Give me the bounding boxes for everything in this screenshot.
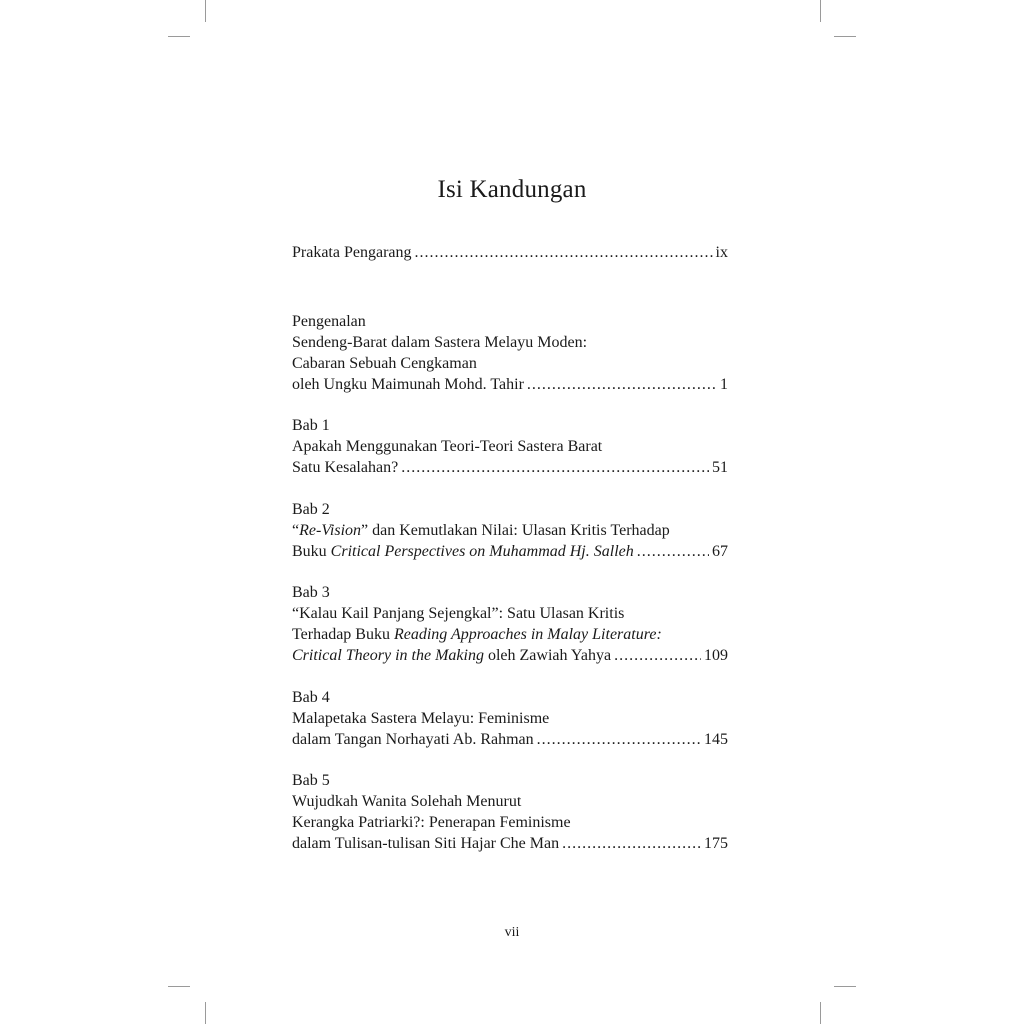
crop-mark-top-right-vertical [820, 0, 821, 22]
toc-entry-title: Apakah Menggunakan Teori-Teori Sastera Barat [292, 438, 603, 455]
toc-line [292, 833, 728, 854]
toc-entry-title: Wujudkah Wanita Solehah Menurut [292, 793, 522, 810]
toc-entry-preface [292, 242, 728, 263]
toc-entry-bab-3 [292, 582, 728, 666]
toc-entry-title: Malapetaka Sastera Melayu: Feminisme [292, 710, 550, 727]
dot-leader [401, 457, 709, 478]
toc-entry-title [292, 645, 611, 666]
page-number: 175 [704, 835, 728, 852]
toc-entry-label: Bab 2 [292, 501, 330, 518]
toc-entry-title: Kerangka Patriarki?: Penerapan Feminisme [292, 814, 571, 831]
page-number: 67 [712, 543, 728, 560]
italic-title: Critical Perspectives on Muhammad Hj. Salleh [330, 543, 634, 560]
title-rest: ” dan Kemutlakan Nilai: Ulasan Kritis Terhadap [361, 522, 670, 539]
italic-title: Reading Approaches in Malay Literature: [393, 626, 662, 643]
crop-mark-top-right-horizontal [834, 36, 856, 37]
toc-entry-label: Bab 1 [292, 417, 330, 434]
title-rest: oleh Zawiah Yahya [483, 647, 612, 664]
page-folio: vii [504, 925, 520, 940]
dot-leader [537, 729, 701, 750]
toc-entry-label: Bab 3 [292, 584, 330, 601]
toc-entry-title: Prakata Pengarang [292, 244, 412, 261]
crop-mark-bottom-right-vertical [820, 1002, 821, 1024]
page-number: ix [715, 244, 728, 261]
dot-leader [614, 645, 701, 666]
toc-entry-title [292, 541, 634, 562]
toc-entry-intro [292, 311, 728, 395]
dot-leader [562, 833, 701, 854]
page-title: Isi Kandungan [437, 176, 587, 203]
page-number: 1 [720, 376, 728, 393]
toc-line [292, 457, 728, 478]
page-number: 145 [704, 731, 728, 748]
title-prefix: Terhadap Buku [292, 626, 394, 643]
toc-entry-title: dalam Tulisan-tulisan Siti Hajar Che Man [292, 835, 560, 852]
toc-entry-title: “Kalau Kail Panjang Sejengkal”: Satu Ulasan Kritis [292, 605, 625, 622]
toc-entry-bab-1 [292, 415, 728, 478]
italic-title: Critical Theory in the Making [292, 647, 484, 664]
title-prefix: Buku [292, 543, 331, 560]
toc-entry-bab-4 [292, 687, 728, 750]
dot-leader [415, 242, 713, 263]
toc-entry-author: oleh Ungku Maimunah Mohd. Tahir [292, 376, 524, 393]
toc-line [292, 242, 728, 263]
toc-line [292, 729, 728, 750]
toc-entry-title: Satu Kesalahan? [292, 459, 399, 476]
dot-leader [527, 374, 717, 395]
toc-entry-title [292, 624, 728, 645]
toc-entry-label: Bab 5 [292, 772, 330, 789]
toc-line [292, 645, 728, 666]
toc-entry-title: Cabaran Sebuah Cengkaman [292, 355, 477, 372]
crop-mark-bottom-right-horizontal [834, 986, 856, 987]
toc-entry-label: Bab 4 [292, 689, 330, 706]
page-number: 109 [704, 647, 728, 664]
toc-entry-bab-2 [292, 499, 728, 562]
toc-entry-bab-5 [292, 770, 728, 854]
toc-line [292, 374, 728, 395]
crop-mark-top-left-horizontal [168, 36, 190, 37]
crop-mark-bottom-left-vertical [205, 1002, 206, 1024]
quote-open: “ [292, 522, 300, 539]
page-number: 51 [712, 459, 728, 476]
toc-entry-title: Sendeng-Barat dalam Sastera Melayu Moden: [292, 334, 588, 351]
dot-leader [637, 541, 709, 562]
toc-entry-title: dalam Tangan Norhayati Ab. Rahman [292, 731, 534, 748]
italic-title: Re-Vision [299, 522, 362, 539]
toc-line [292, 541, 728, 562]
toc-entry-label: Pengenalan [292, 313, 366, 330]
crop-mark-top-left-vertical [205, 0, 206, 22]
crop-mark-bottom-left-horizontal [168, 986, 190, 987]
toc-entry-title [292, 520, 728, 541]
